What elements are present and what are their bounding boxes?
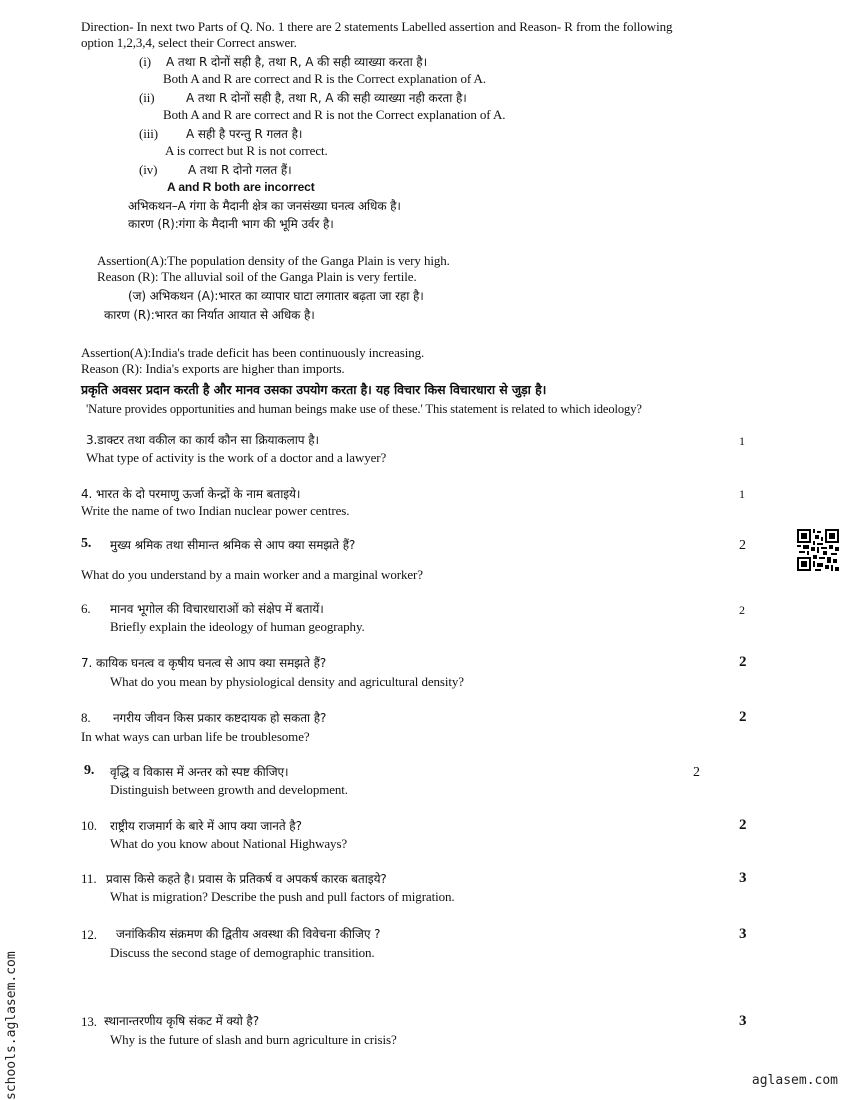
question-3-marks: 1	[739, 434, 745, 448]
question-6-number: 6.	[81, 601, 91, 616]
question-10-english: What do you know about National Highways?	[110, 836, 348, 851]
question-8-hindi: नगरीय जीवन किस प्रकार कष्टदायक हो सकता है?	[113, 711, 327, 725]
question-8-marks: 2	[739, 709, 747, 725]
question-5-marks: 2	[739, 538, 746, 553]
question-12-hindi: जनांकिकीय संक्रमण की द्वितीय अवस्था की विवेचना कीजिए ?	[116, 927, 381, 941]
question-8-number: 8.	[81, 710, 91, 725]
reason-english: Reason (R): India's exports are higher than imports.	[81, 361, 345, 376]
option-number: (iv)	[139, 162, 158, 177]
option-hindi: A तथा R दोनों सही है, तथा R, A की सही व्याख्या नही करता है।	[186, 91, 467, 105]
option-english: Both A and R are correct and R is not the Correct explanation of A.	[163, 107, 506, 122]
question-9-number: 9.	[84, 763, 95, 778]
option-number: (iii)	[139, 126, 158, 141]
direction-line-1: Direction- In next two Parts of Q. No. 1 there are 2 statements Labelled assertion and Reason- R from the following	[81, 19, 673, 34]
question-13-marks: 3	[739, 1013, 747, 1029]
question-13-english: Why is the future of slash and burn agriculture in crisis?	[110, 1032, 397, 1047]
option-english: A and R both are incorrect	[167, 180, 315, 194]
question-4-english: Write the name of two Indian nuclear power centres.	[81, 503, 350, 518]
reason-english: Reason (R): The alluvial soil of the Ganga Plain is very fertile.	[97, 269, 417, 284]
question-12-marks: 3	[739, 926, 747, 942]
option-number: (i)	[139, 54, 151, 69]
question-4-hindi: 4. भारत के दो परमाणु ऊर्जा केन्द्रों के नाम बताइये।	[81, 487, 301, 501]
question-6-marks: 2	[739, 603, 745, 617]
question-6-english: Briefly explain the ideology of human geography.	[110, 619, 365, 634]
question-3-english: What type of activity is the work of a doctor and a lawyer?	[86, 450, 387, 465]
question-13-hindi: स्थानान्तरणीय कृषि संकट में क्यो है?	[104, 1014, 259, 1028]
direction-line-2: option 1,2,3,4, select their Correct answer.	[81, 35, 297, 50]
question-11-marks: 3	[739, 870, 747, 886]
question-6-hindi: मानव भूगोल की विचारधाराओं को संक्षेप में बतायें।	[110, 602, 324, 616]
question-4-marks: 1	[739, 487, 745, 501]
option-hindi: A तथा R दोनों सही है, तथा R, A की सही व्याख्या करता है।	[166, 55, 428, 69]
assertion-hindi: (ज) अभिकथन (A):भारत का व्यापार घाटा लगातार बढ़ता जा रहा है।	[128, 289, 424, 303]
option-hindi: A तथा R दोनो गलत हैं।	[188, 163, 292, 177]
nature-question-english: 'Nature provides opportunities and human beings make use of these.' This statement is related to which ideology?	[86, 402, 642, 416]
footer-watermark: aglasem.com	[751, 1073, 838, 1088]
reason-hindi: कारण (R):गंगा के मैदानी भाग की भूमि उर्वर है।	[128, 217, 334, 231]
question-9-english: Distinguish between growth and development.	[110, 782, 348, 797]
question-5-english: What do you understand by a main worker and a marginal worker?	[81, 567, 423, 582]
question-8-english: In what ways can urban life be troublesome?	[81, 729, 310, 744]
question-10-hindi: राष्ट्रीय राजमार्ग के बारे में आप क्या जानते है?	[110, 819, 302, 833]
qr-code-icon	[797, 529, 839, 571]
question-5-number: 5.	[81, 536, 92, 551]
question-11-english: What is migration? Describe the push and pull factors of migration.	[110, 889, 455, 904]
question-10-marks: 2	[739, 817, 747, 833]
side-watermark: schools.aglasem.com	[4, 951, 19, 1100]
question-7-english: What do you mean by physiological density and agricultural density?	[110, 674, 464, 689]
question-12-english: Discuss the second stage of demographic transition.	[110, 945, 375, 960]
nature-question-hindi: प्रकृति अवसर प्रदान करती है और मानव उसका उपयोग करता है। यह विचार किस विचारधारा से जुड़ा है।	[81, 382, 547, 397]
question-7-marks: 2	[739, 654, 747, 670]
question-11-hindi: प्रवास किसे कहते है। प्रवास के प्रतिकर्ष व अपकर्ष कारक बताइये?	[106, 872, 387, 886]
question-3-hindi: 3.डाक्टर तथा वकील का कार्य कौन सा क्रियाकलाप है।	[86, 433, 319, 447]
question-9-marks: 2	[693, 765, 700, 780]
question-11-number: 11.	[81, 871, 97, 886]
question-10-number: 10.	[81, 818, 97, 833]
option-hindi: A सही है परन्तु R गलत है।	[186, 127, 303, 141]
option-number: (ii)	[139, 90, 155, 105]
assertion-hindi: अभिकथन–A गंगा के मैदानी क्षेत्र का जनसंख्या घनत्व अधिक है।	[128, 199, 401, 213]
question-9-hindi: वृद्धि व विकास में अन्तर को स्पष्ट कीजिए।	[110, 765, 289, 779]
question-13-number: 13.	[81, 1014, 97, 1029]
assertion-english: Assertion(A):The population density of the Ganga Plain is very high.	[97, 253, 450, 268]
assertion-english: Assertion(A):India's trade deficit has been continuously increasing.	[81, 345, 425, 360]
question-5-hindi: मुख्य श्रमिक तथा सीमान्त श्रमिक से आप क्या समझते हैं?	[110, 538, 356, 552]
option-english: Both A and R are correct and R is the Correct explanation of A.	[163, 71, 486, 86]
question-12-number: 12.	[81, 927, 97, 942]
option-english: A is correct but R is not correct.	[165, 143, 328, 158]
question-7-hindi: 7. कायिक घनत्व व कृषीय घनत्व से आप क्या समझते हैं?	[81, 656, 327, 670]
reason-hindi: कारण (R):भारत का निर्यात आयात से अधिक है।	[104, 308, 315, 322]
